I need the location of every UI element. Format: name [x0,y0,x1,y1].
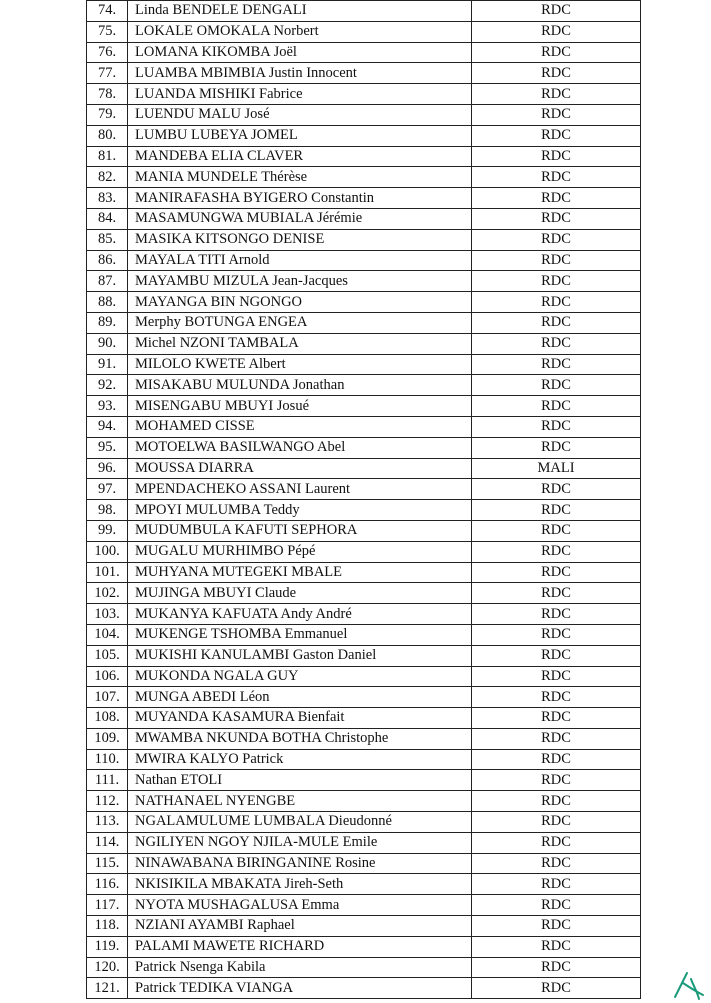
row-number-cell: 91. [87,354,128,375]
country-cell: RDC [472,146,641,167]
country-cell: MALI [472,458,641,479]
participant-name-cell: Michel NZONI TAMBALA [128,333,472,354]
green-ink-mark-icon [669,967,709,1001]
row-number-cell: 100. [87,541,128,562]
participant-name-cell: MUGALU MURHIMBO Pépé [128,541,472,562]
country-cell: RDC [472,21,641,42]
participant-name-cell: MANIA MUNDELE Thérèse [128,167,472,188]
table-row [87,853,641,874]
country-cell: RDC [472,312,641,333]
country-cell: RDC [472,84,641,105]
country-cell: RDC [472,957,641,978]
row-number-cell: 120. [87,957,128,978]
table-row [87,188,641,209]
table-row [87,666,641,687]
table-row [87,416,641,437]
participant-name-cell: NKISIKILA MBAKATA Jireh-Seth [128,874,472,895]
country-cell: RDC [472,354,641,375]
row-number-cell: 90. [87,333,128,354]
participant-name-cell: MUHYANA MUTEGEKI MBALE [128,562,472,583]
participant-name-cell: LUAMBA MBIMBIA Justin Innocent [128,63,472,84]
table-row [87,895,641,916]
country-cell: RDC [472,250,641,271]
table-row [87,978,641,999]
table-row [87,604,641,625]
row-number-cell: 106. [87,666,128,687]
row-number-cell: 107. [87,687,128,708]
row-number-cell: 116. [87,874,128,895]
table-row [87,770,641,791]
participant-name-cell: LUENDU MALU José [128,104,472,125]
country-cell: RDC [472,292,641,313]
country-cell: RDC [472,853,641,874]
country-cell: RDC [472,645,641,666]
row-number-cell: 81. [87,146,128,167]
country-cell: RDC [472,541,641,562]
table-row [87,749,641,770]
participant-name-cell: MUKANYA KAFUATA Andy André [128,604,472,625]
table-row [87,333,641,354]
row-number-cell: 119. [87,936,128,957]
participant-name-cell: MUYANDA KASAMURA Bienfait [128,708,472,729]
table-row [87,500,641,521]
table-row [87,125,641,146]
participant-name-cell: MUNGA ABEDI Léon [128,687,472,708]
country-cell: RDC [472,978,641,999]
table-row [87,167,641,188]
table-row [87,832,641,853]
country-cell: RDC [472,479,641,500]
participant-name-cell: MOTOELWA BASILWANGO Abel [128,437,472,458]
row-number-cell: 95. [87,437,128,458]
country-cell: RDC [472,874,641,895]
row-number-cell: 84. [87,208,128,229]
table-row [87,146,641,167]
row-number-cell: 78. [87,84,128,105]
row-number-cell: 104. [87,624,128,645]
country-cell: RDC [472,687,641,708]
row-number-cell: 74. [87,1,128,22]
participant-name-cell: MOUSSA DIARRA [128,458,472,479]
row-number-cell: 117. [87,895,128,916]
country-cell: RDC [472,666,641,687]
row-number-cell: 114. [87,832,128,853]
table-row [87,208,641,229]
country-cell: RDC [472,104,641,125]
country-cell: RDC [472,42,641,63]
participants-table-body [87,1,641,999]
row-number-cell: 103. [87,604,128,625]
row-number-cell: 86. [87,250,128,271]
participant-name-cell: Patrick Nsenga Kabila [128,957,472,978]
table-row [87,250,641,271]
table-row [87,936,641,957]
table-row [87,687,641,708]
participant-name-cell: MUJINGA MBUYI Claude [128,583,472,604]
country-cell: RDC [472,229,641,250]
participant-name-cell: MASIKA KITSONGO DENISE [128,229,472,250]
row-number-cell: 109. [87,728,128,749]
row-number-cell: 101. [87,562,128,583]
table-row [87,396,641,417]
participant-name-cell: MAYAMBU MIZULA Jean-Jacques [128,271,472,292]
participant-name-cell: MISAKABU MULUNDA Jonathan [128,375,472,396]
row-number-cell: 87. [87,271,128,292]
table-row [87,104,641,125]
participant-name-cell: Patrick TEDIKA VIANGA [128,978,472,999]
country-cell: RDC [472,770,641,791]
table-row [87,874,641,895]
country-cell: RDC [472,812,641,833]
row-number-cell: 77. [87,63,128,84]
participant-name-cell: MAYANGA BIN NGONGO [128,292,472,313]
participant-name-cell: NZIANI AYAMBI Raphael [128,916,472,937]
participant-name-cell: MANIRAFASHA BYIGERO Constantin [128,188,472,209]
participant-name-cell: MPENDACHEKO ASSANI Laurent [128,479,472,500]
country-cell: RDC [472,125,641,146]
table-row [87,21,641,42]
country-cell: RDC [472,832,641,853]
participant-name-cell: MPOYI MULUMBA Teddy [128,500,472,521]
table-row [87,708,641,729]
row-number-cell: 83. [87,188,128,209]
table-row [87,292,641,313]
row-number-cell: 110. [87,749,128,770]
row-number-cell: 88. [87,292,128,313]
participant-name-cell: MWAMBA NKUNDA BOTHA Christophe [128,728,472,749]
row-number-cell: 80. [87,125,128,146]
country-cell: RDC [472,167,641,188]
country-cell: RDC [472,791,641,812]
table-row [87,562,641,583]
row-number-cell: 121. [87,978,128,999]
country-cell: RDC [472,188,641,209]
country-cell: RDC [472,728,641,749]
country-cell: RDC [472,520,641,541]
row-number-cell: 108. [87,708,128,729]
country-cell: RDC [472,437,641,458]
row-number-cell: 97. [87,479,128,500]
participant-name-cell: LUMBU LUBEYA JOMEL [128,125,472,146]
table-row [87,479,641,500]
row-number-cell: 105. [87,645,128,666]
participant-name-cell: MWIRA KALYO Patrick [128,749,472,770]
table-row [87,957,641,978]
table-row [87,271,641,292]
participant-name-cell: NINAWABANA BIRINGANINE Rosine [128,853,472,874]
participant-name-cell: Linda BENDELE DENGALI [128,1,472,22]
row-number-cell: 96. [87,458,128,479]
country-cell: RDC [472,916,641,937]
country-cell: RDC [472,208,641,229]
country-cell: RDC [472,375,641,396]
table-row [87,916,641,937]
table-row [87,541,641,562]
row-number-cell: 89. [87,312,128,333]
row-number-cell: 99. [87,520,128,541]
table-row [87,312,641,333]
table-row [87,520,641,541]
table-row [87,812,641,833]
participant-name-cell: MUKONDA NGALA GUY [128,666,472,687]
row-number-cell: 75. [87,21,128,42]
country-cell: RDC [472,895,641,916]
country-cell: RDC [472,63,641,84]
table-row [87,437,641,458]
table-row [87,645,641,666]
table-row [87,1,641,22]
row-number-cell: 94. [87,416,128,437]
table-row [87,84,641,105]
country-cell: RDC [472,1,641,22]
row-number-cell: 79. [87,104,128,125]
participant-name-cell: LOMANA KIKOMBA Joël [128,42,472,63]
country-cell: RDC [472,396,641,417]
country-cell: RDC [472,936,641,957]
country-cell: RDC [472,749,641,770]
participants-table [86,0,641,999]
row-number-cell: 115. [87,853,128,874]
participant-name-cell: Merphy BOTUNGA ENGEA [128,312,472,333]
participant-name-cell: LUANDA MISHIKI Fabrice [128,84,472,105]
table-row [87,583,641,604]
participant-name-cell: MOHAMED CISSE [128,416,472,437]
country-cell: RDC [472,333,641,354]
table-row [87,354,641,375]
participant-name-cell: Nathan ETOLI [128,770,472,791]
participant-name-cell: MUDUMBULA KAFUTI SEPHORA [128,520,472,541]
participant-name-cell: MUKENGE TSHOMBA Emmanuel [128,624,472,645]
row-number-cell: 85. [87,229,128,250]
country-cell: RDC [472,624,641,645]
country-cell: RDC [472,500,641,521]
country-cell: RDC [472,583,641,604]
participant-name-cell: MANDEBA ELIA CLAVER [128,146,472,167]
participant-name-cell: MASAMUNGWA MUBIALA Jérémie [128,208,472,229]
participant-name-cell: MILOLO KWETE Albert [128,354,472,375]
participant-name-cell: LOKALE OMOKALA Norbert [128,21,472,42]
participant-name-cell: NYOTA MUSHAGALUSA Emma [128,895,472,916]
table-row [87,42,641,63]
row-number-cell: 98. [87,500,128,521]
country-cell: RDC [472,416,641,437]
row-number-cell: 102. [87,583,128,604]
table-row [87,728,641,749]
row-number-cell: 113. [87,812,128,833]
participant-name-cell: NATHANAEL NYENGBE [128,791,472,812]
country-cell: RDC [472,271,641,292]
row-number-cell: 118. [87,916,128,937]
participant-name-cell: PALAMI MAWETE RICHARD [128,936,472,957]
participant-name-cell: MUKISHI KANULAMBI Gaston Daniel [128,645,472,666]
participant-name-cell: MAYALA TITI Arnold [128,250,472,271]
table-row [87,375,641,396]
table-row [87,229,641,250]
row-number-cell: 93. [87,396,128,417]
participant-name-cell: NGILIYEN NGOY NJILA-MULE Emile [128,832,472,853]
table-row [87,791,641,812]
row-number-cell: 111. [87,770,128,791]
row-number-cell: 76. [87,42,128,63]
participant-name-cell: MISENGABU MBUYI Josué [128,396,472,417]
table-row [87,458,641,479]
country-cell: RDC [472,708,641,729]
row-number-cell: 82. [87,167,128,188]
table-row [87,63,641,84]
participant-name-cell: NGALAMULUME LUMBALA Dieudonné [128,812,472,833]
row-number-cell: 92. [87,375,128,396]
country-cell: RDC [472,604,641,625]
country-cell: RDC [472,562,641,583]
row-number-cell: 112. [87,791,128,812]
table-row [87,624,641,645]
